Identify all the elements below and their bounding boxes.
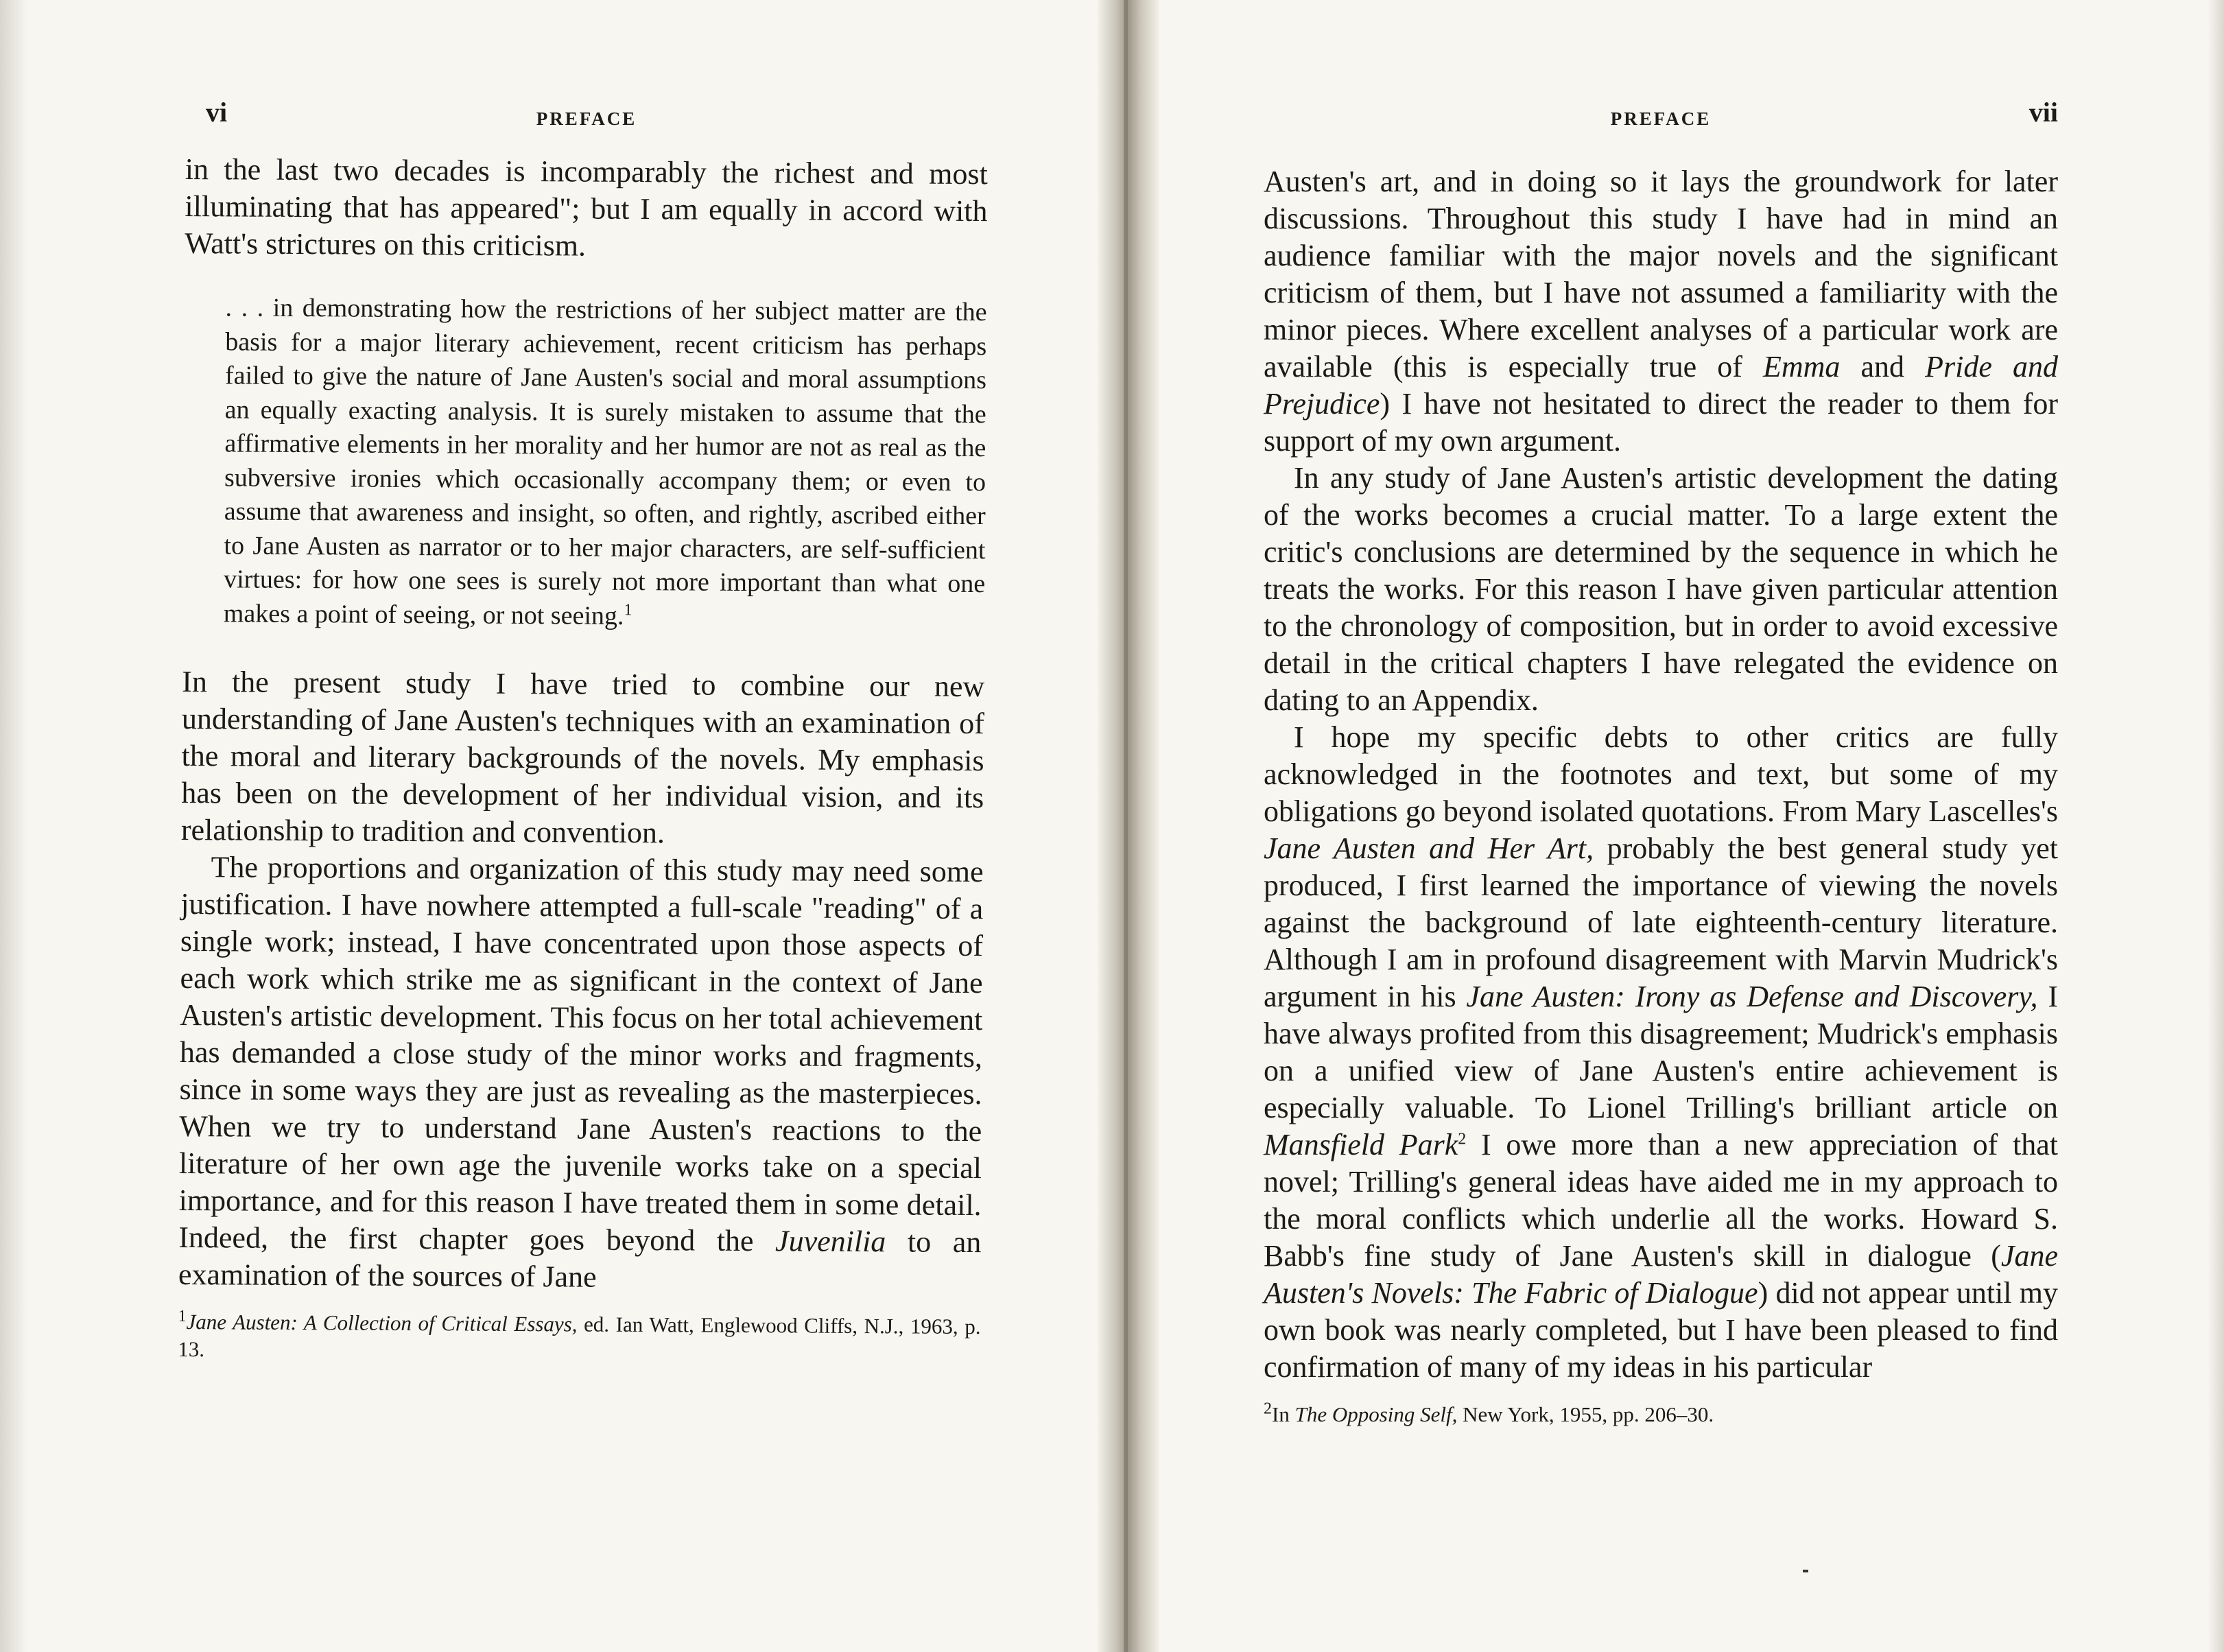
- footnote-1-mark: 1: [178, 1307, 187, 1325]
- left-page-body: [178, 151, 988, 1368]
- paragraph-dating: In any study of Jane Austen's artistic development the dating of the works becomes a crucial matter. To a large extent the critic's conclusions are determined by the sequence in which he treats the works. For this reason I have given particular attention to the chronology of composition, but in order to avoid excessive detail in the critical chapters I have relegated the evidence on dating to an Appendix.: [1264, 461, 2058, 717]
- footnote-2: [1264, 1401, 2058, 1428]
- paragraph-3-text-c: I have always profited from this disagreement; Mudrick's emphasis on a unified view of Jane Austen's entire achievement is especially valuable. To Lionel Trilling's brilliant article on: [1264, 980, 2058, 1124]
- page-edge-left: [0, 0, 27, 1652]
- paragraph-proportions-end: to an examination of the sources of Jane: [178, 1225, 982, 1294]
- paragraph-3-text-d: I owe more than a new appreciation of that novel; Trilling's general ideas have aided me in my approach to the moral conflicts which underlie all the works. Howard S. Babb's fine study of Jane Austen's skill in dialogue (: [1264, 1128, 2059, 1273]
- block-quote-text: . . . in demonstrating how the restrictions of her subject matter are the basis for a major literary achievement, recent criticism has perhaps failed to give the nature of Jane Austen's social and moral assumptions an equally exacting analysis. It is surely mistaken to assume that the affirmative elements in her morality and her humor are not as real as the subversive ironies which occasionally accompany them; or even to assume that awareness and insight, so often, and rightly, ascribed either to Jane Austen as narrator or to her major characters, are self-sufficient virtues: for how one sees is surely not more important than what one makes a point of seeing, or not seeing.: [223, 293, 987, 630]
- book-gutter: [1098, 0, 1159, 1652]
- gutter-fold: [1124, 0, 1128, 1652]
- title-babb: Jane Austen's Novels: The Fabric of Dialogue: [1264, 1239, 2058, 1310]
- footnote-2-mark: 2: [1264, 1400, 1272, 1418]
- title-lascelles: Jane Austen and Her Art,: [1264, 831, 1594, 865]
- paragraph-3-text-b: probably the best general study yet produced, I first learned the importance of viewing the novels against the background of late eighteenth-century literature. Although I am in profound disagreement with Marvin Mudrick's argument in his: [1264, 831, 2059, 1013]
- footnote-2-text: New York, 1955, pp. 206–30.: [1463, 1402, 1714, 1426]
- paragraph-intro: in the last two decades is incomparably the richest and most illuminating that has appeared"; but I am equally in accord with Watt's strictures on this criticism.: [185, 152, 988, 263]
- paragraph-3-text-e: ) did not appear until my own book was nearly completed, but I have been pleased to find confirmation of many of my ideas in his particular: [1264, 1276, 2058, 1384]
- title-emma: Emma: [1762, 350, 1841, 384]
- running-head: PREFACE: [1610, 108, 1712, 129]
- footnote-1-text: ed. Ian Watt, Englewood Cliffs, N.J., 1963, p. 13.: [178, 1312, 981, 1362]
- footnote-1: [178, 1308, 980, 1368]
- left-page-header: [185, 96, 988, 137]
- page-speck: [1803, 1570, 1808, 1572]
- paragraph-austens-art: [1264, 163, 2058, 460]
- paragraph-present-study: In the present study I have tried to combine our new understanding of Jane Austen's techniques with an examination of the moral and literary backgrounds of the novels. My emphasis has been on the development of her individual vision, and its relationship to tradition and convention.: [180, 664, 985, 850]
- title-juvenilia: Juvenilia: [774, 1224, 886, 1259]
- running-head: PREFACE: [536, 108, 637, 129]
- right-page: [1264, 0, 2058, 1428]
- paragraph-debts: [1264, 719, 2058, 1386]
- footnote-ref-1: 1: [624, 600, 632, 619]
- title-mansfield-park: Mansfield Park: [1264, 1128, 1458, 1161]
- page-edge-right: [2208, 0, 2224, 1652]
- right-page-body: [1264, 163, 2058, 1428]
- footnote-2-title: The Opposing Self,: [1294, 1402, 1458, 1426]
- paragraph-proportions-text: The proportions and organization of this study may need some justification. I have nowhere attempted a full-scale "reading" of a single work; instead, I have concentrated upon those aspects of each work which strike me as significant in the context of Jane Austen's artistic development. This focus on her total achievement has demanded a close study of the minor works and fragments, since in some ways they are just as revealing as the masterpieces. When we try to understand Jane Austen's reactions to the literature of her own age the juvenile works take on a special importance, and for this reason I have treated them in some detail. Indeed, the first chapter goes beyond the: [178, 850, 984, 1258]
- title-pride-and-prejudice: Pride and Prejudice: [1264, 350, 2059, 421]
- footnote-ref-2: 2: [1458, 1130, 1467, 1148]
- left-page: [178, 0, 988, 1363]
- footnote-1-title: Jane Austen: A Collection of Critical Essays,: [186, 1310, 578, 1336]
- page-number-vii: vii: [2028, 97, 2058, 128]
- paragraph-1-and: and: [1860, 350, 1905, 384]
- title-mudrick: Jane Austen: Irony as Defense and Discovery,: [1466, 980, 2038, 1013]
- footnote-2-in: In: [1272, 1402, 1290, 1426]
- paragraph-3-text-a: I hope my specific debts to other critics are fully acknowledged in the footnotes and text, but some of my obligations go beyond isolated quotations. From Mary Lascelles's: [1264, 720, 2058, 828]
- right-page-header: [1264, 96, 2058, 137]
- paragraph-proportions: [178, 849, 984, 1298]
- paragraph-1-end: ) I have not hesitated to direct the reader to them for support of my own argument.: [1264, 387, 2058, 458]
- page-number-vi: vi: [206, 97, 228, 128]
- paragraph-1-text: Austen's art, and in doing so it lays the groundwork for later discussions. Throughout this study I have had in mind an audience familiar with the major novels and the significant criticism of them, but I have not assumed a familiarity with the minor pieces. Where excellent analyses of a particular work are available (this is especially true of: [1264, 165, 2058, 384]
- block-quote: [224, 291, 987, 635]
